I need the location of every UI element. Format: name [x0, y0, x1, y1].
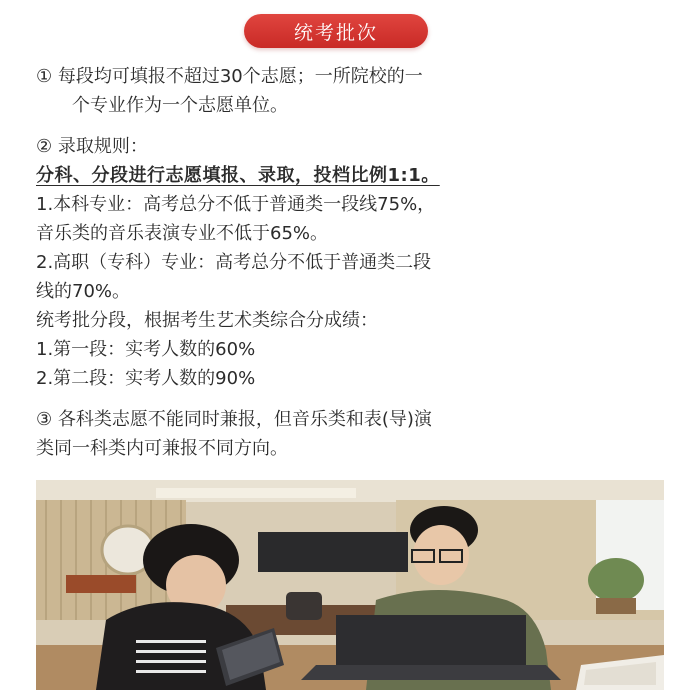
- rule-line-3: 2.高职（专科）专业：高考总分不低于普通类二段: [36, 252, 432, 273]
- students-photo-illustration: [36, 480, 664, 690]
- students-photo: [36, 480, 664, 690]
- item1-line1: ① 每段均可填报不超过30个志愿；一所院校的一: [36, 66, 423, 87]
- rule-line-1: 1.本科专业：高考总分不低于普通类一段线75%，: [36, 194, 436, 215]
- admission-rule: 分科、分段进行志愿填报、录取，投档比例1:1。: [36, 165, 440, 186]
- item3-line2: 类同一科类内可兼报不同方向。: [36, 438, 288, 459]
- item2-heading: ② 录取规则：: [36, 136, 148, 157]
- rule-line-5: 统考批分段，根据考生艺术类综合分成绩：: [36, 310, 378, 331]
- item1-line2: 个专业作为一个志愿单位。: [72, 95, 288, 116]
- rule-line-2: 音乐类的音乐表演专业不低于65%。: [36, 223, 329, 244]
- rule-line-7: 2.第二段：实考人数的90%: [36, 368, 256, 389]
- section-title-badge: [244, 14, 428, 48]
- article-body: [36, 62, 664, 463]
- item3-line1: ③ 各科类志愿不能同时兼报，但音乐类和表(导)演: [36, 409, 432, 430]
- rule-line-4: 线的70%。: [36, 281, 131, 302]
- section-title: 统考批次: [293, 21, 378, 44]
- rule-line-6: 1.第一段：实考人数的60%: [36, 339, 256, 360]
